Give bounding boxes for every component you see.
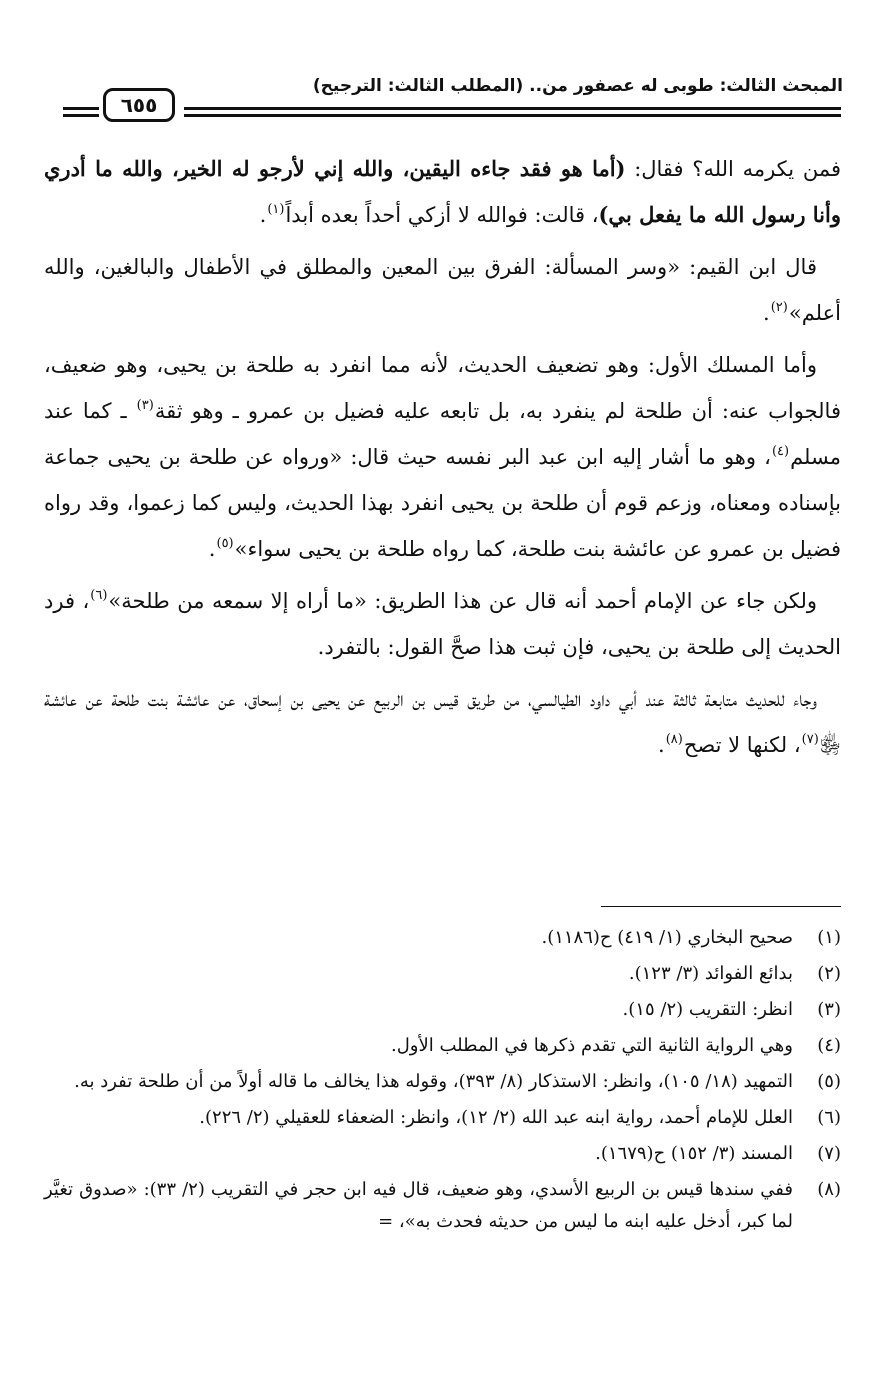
p2-end: .	[763, 301, 770, 325]
footnote-ref-5[interactable]: (٥)	[216, 536, 234, 551]
main-text	[44, 146, 841, 774]
footnote-number: (١)	[817, 927, 841, 948]
page-number: ٦٥٥	[120, 93, 158, 117]
p4-text-b: ، فرد الحديث إلى طلحة بن يحيى، فإن ثبت هذا صحَّ القول: بالتفرد.	[44, 589, 841, 659]
paragraph-1	[44, 146, 841, 238]
footnote-text: وهي الرواية الثانية التي تقدم ذكرها في المطلب الأول.	[390, 1035, 793, 1056]
footnote-item	[44, 1138, 841, 1170]
footnote-text: المسند (٣/ ١٥٢) ح(١٦٧٩).	[595, 1143, 793, 1164]
p2-text: قال ابن القيم: «وسر المسألة: الفرق بين المعين والمطلق في الأطفال والبالغين، والله أعلم»	[44, 255, 841, 325]
footnote-number: (٨)	[817, 1179, 841, 1200]
p5-text-b: ، لكنها لا تصح	[683, 733, 801, 757]
paragraph-5	[44, 676, 841, 768]
footnote-number: (٧)	[817, 1143, 841, 1164]
p5-end: .	[658, 733, 665, 757]
footnote-ref-2[interactable]: (٢)	[770, 300, 788, 315]
p1-hadith-quote: (أما هو فقد جاءه اليقين، والله إني لأرجو له الخير، والله ما أدري وأنا رسول الله ما يفعل بي)	[44, 156, 841, 227]
footnote-text: العلل للإمام أحمد، رواية ابنه عبد الله (٢/ ١٢)، وانظر: الضعفاء للعقيلي (٢/ ٢٢٦).	[199, 1107, 793, 1128]
footnote-item	[44, 1066, 841, 1098]
footnote-ref-1[interactable]: (١)	[267, 202, 285, 217]
footnote-separator	[601, 906, 841, 907]
footnote-item	[44, 1174, 841, 1238]
footnote-number: (٣)	[817, 999, 841, 1020]
p4-text-a: ولكن جاء عن الإمام أحمد أنه قال عن هذا الطريق: «ما أراه إلا سمعه من طلحة»	[108, 589, 817, 613]
paragraph-3	[44, 342, 841, 572]
footnote-item	[44, 1030, 841, 1062]
footnote-text: صحيح البخاري (١/ ٤١٩) ح(١١٨٦).	[541, 927, 793, 948]
footnote-item	[44, 1102, 841, 1134]
footnote-text: انظر: التقريب (٢/ ١٥).	[622, 999, 793, 1020]
footnote-ref-8[interactable]: (٨)	[665, 732, 683, 747]
footnote-item	[44, 958, 841, 990]
paragraph-2	[44, 244, 841, 336]
p3-text-c: ، وهو ما أشار إليه ابن عبد البر نفسه حيث قال: «ورواه عن طلحة بن يحيى جماعة بإسناده ومعناه، وزعم قوم أن طلحة بن يحيى انفرد بهذا الحديث، وليس كما زعموا، وقد رواه فضيل بن عمرو عن عائشة بنت طلحة، كما رواه طلحة بن يحيى سواء»	[44, 445, 841, 561]
header-rule-bottom	[184, 114, 841, 117]
footnote-text: بدائع الفوائد (٣/ ١٢٣).	[628, 963, 793, 984]
p1-text-a: فمن يكرمه الله؟ فقال:	[625, 157, 841, 181]
footnote-text: التمهيد (١٨/ ١٠٥)، وانظر: الاستذكار (٨/ ٣٩٣)، وقوله هذا يخالف ما قاله أولاً من أن طلحة تفرد به.	[74, 1071, 793, 1092]
p1-end: .	[259, 203, 267, 227]
p3-text-a: وأما المسلك الأول: وهو تضعيف الحديث، لأنه مما انفرد به طلحة بن يحيى، وهو ضعيف، فالجواب عنه: أن طلحة لم ينفرد به، بل تابعه عليه فضيل بن عمرو ـ وهو ثقة	[44, 353, 841, 423]
footnote-text: ففي سندها قيس بن الربيع الأسدي، وهو ضعيف، قال فيه ابن حجر في التقريب (٢/ ٣٣): «صدوق تغيَّر لما كبر، أدخل عليه ابنه ما ليس من حديثه فحدث به»، =	[44, 1179, 793, 1232]
p3-text-b: ـ كما عند مسلم	[44, 399, 841, 469]
page-number-frame	[103, 88, 175, 122]
footnote-number: (٤)	[817, 1035, 841, 1056]
paragraph-4	[44, 578, 841, 670]
footnote-item	[44, 994, 841, 1026]
header-rule-top	[184, 107, 841, 110]
footnote-ref-6[interactable]: (٦)	[90, 588, 108, 603]
footnote-number: (٥)	[817, 1071, 841, 1092]
header-rule-left-top	[63, 107, 99, 110]
footnote-item	[44, 922, 841, 954]
p1-text-b: ، قالت: فوالله لا أزكي أحداً بعده أبداً	[285, 203, 599, 227]
header-rule-left-bottom	[63, 114, 99, 117]
footnote-number: (٦)	[817, 1107, 841, 1128]
footnotes-list	[44, 922, 841, 1242]
footnote-ref-4[interactable]: (٤)	[771, 444, 790, 459]
footnote-number: (٢)	[817, 963, 841, 984]
p5-text-a: وجاء للحديث متابعة ثالثة عند أبي داود الطيالسي، من طريق قيس بن الربيع عن يحيى بن إسحاق، عن عائشة بنت طلحة عن عائشة ﵂	[44, 687, 841, 757]
footnote-ref-3[interactable]: (٣)	[136, 398, 154, 413]
footnote-ref-7[interactable]: (٧)	[801, 732, 819, 747]
p3-end: .	[208, 537, 216, 561]
running-header-title: المبحث الثالث: طوبى له عصفور من.. (المطلب الثالث: الترجيح)	[312, 76, 843, 96]
